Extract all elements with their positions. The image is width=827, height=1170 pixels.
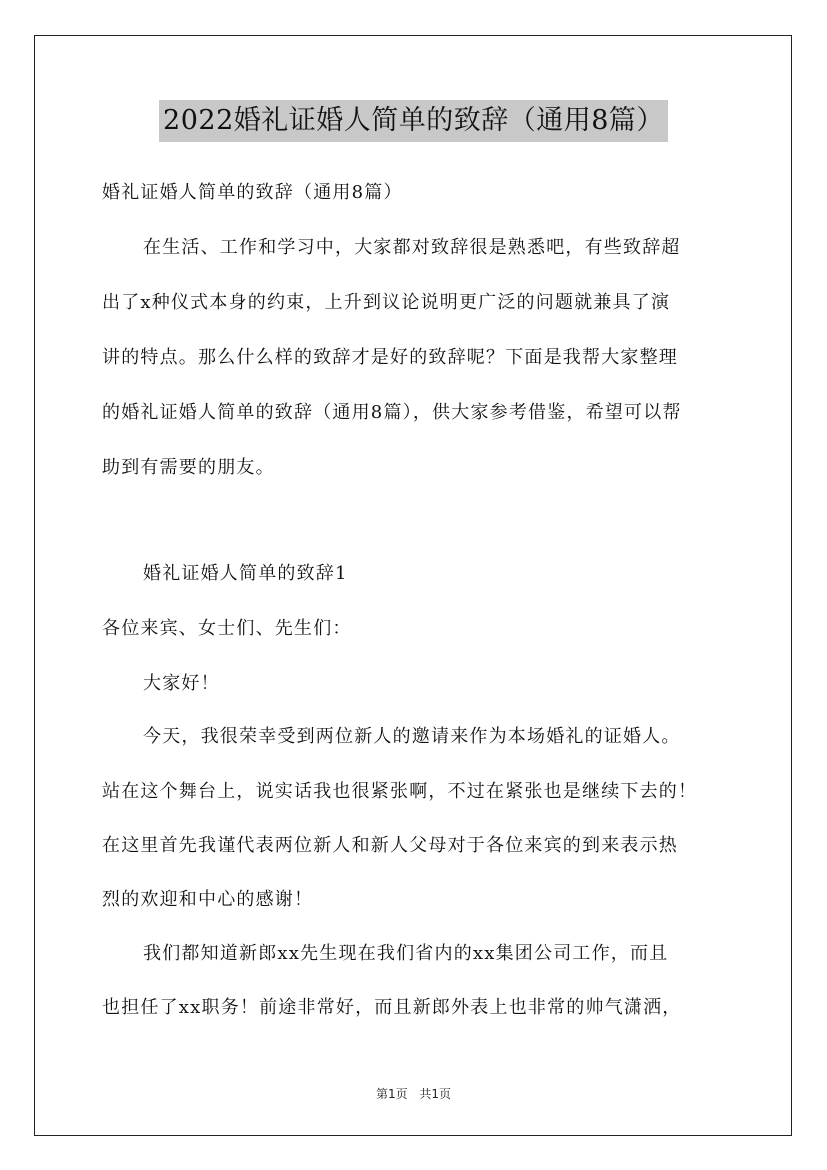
paragraph-line: 也担任了xx职务！前途非常好，而且新郎外表上也非常的帅气潇洒， xyxy=(102,997,682,1018)
intro-line: 的婚礼证婚人简单的致辞（通用8篇），供大家参考借鉴，希望可以帮 xyxy=(102,402,682,423)
paragraph-line: 站在这个舞台上，说实话我也很紧张啊，不过在紧张也是继续下去的！ xyxy=(102,781,698,802)
document-subtitle: 婚礼证婚人简单的致辞（通用8篇） xyxy=(102,182,403,203)
title-wrap xyxy=(0,100,827,142)
paragraph-line: 烈的欢迎和中心的感谢！ xyxy=(102,889,314,910)
intro-line: 在生活、工作和学习中，大家都对致辞很是熟悉吧，有些致辞超 xyxy=(143,237,681,258)
paragraph-line: 在这里首先我谨代表两位新人和新人父母对于各位来宾的到来表示热 xyxy=(102,835,678,856)
intro-line: 讲的特点。那么什么样的致辞才是好的致辞呢？下面是我帮大家整理 xyxy=(102,347,678,368)
hello-line: 大家好！ xyxy=(143,673,220,694)
page-number: 第1页 xyxy=(375,1087,408,1101)
page-total: 共1页 xyxy=(419,1087,452,1101)
intro-line: 出了x种仪式本身的约束，上升到议论说明更广泛的问题就兼具了演 xyxy=(102,292,671,313)
section-heading: 婚礼证婚人简单的致辞1 xyxy=(143,563,348,584)
paragraph-line: 我们都知道新郎xx先生现在我们省内的xx集团公司工作，而且 xyxy=(143,943,669,964)
intro-line: 助到有需要的朋友。 xyxy=(102,457,275,478)
page-footer xyxy=(0,1085,827,1102)
greeting: 各位来宾、女士们、先生们： xyxy=(102,618,352,639)
paragraph-line: 今天，我很荣幸受到两位新人的邀请来作为本场婚礼的证婚人。 xyxy=(143,726,681,747)
document-title: 2022婚礼证婚人简单的致辞（通用8篇） xyxy=(159,100,668,142)
